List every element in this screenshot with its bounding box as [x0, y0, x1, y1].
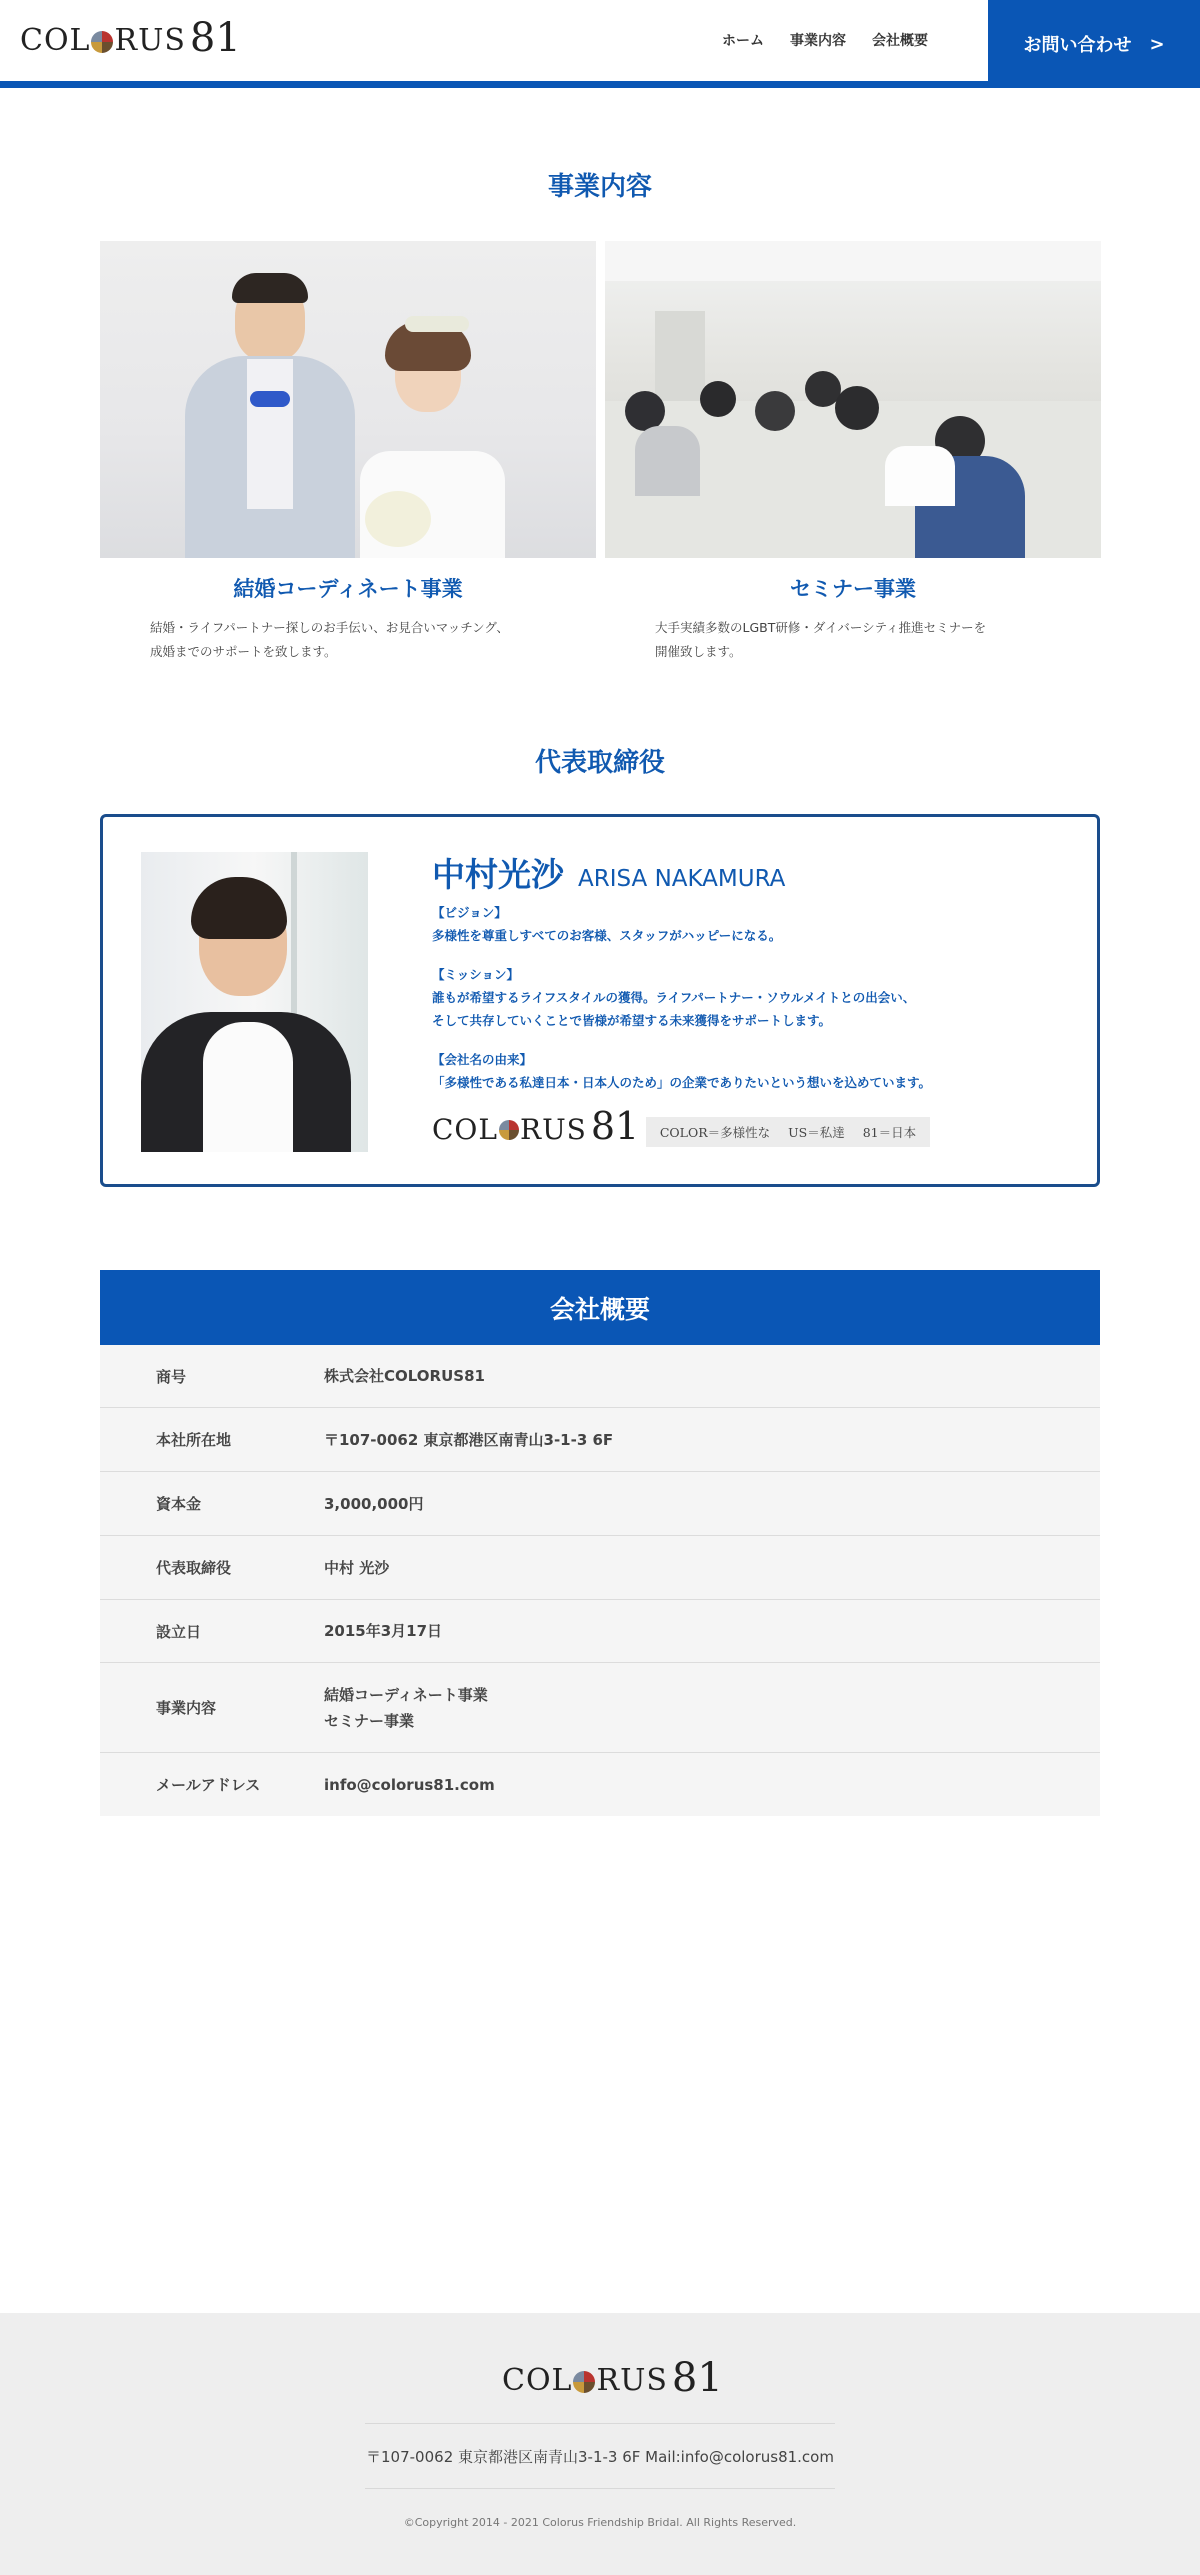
desc-line: 開催致します。: [655, 644, 742, 659]
footer-divider: [365, 2488, 835, 2489]
row-key: メールアドレス: [156, 1776, 261, 1794]
business-section-title: 事業内容: [547, 172, 652, 202]
row-value: 〒107-0062 東京都港区南青山3-1-3 6F: [324, 1430, 614, 1449]
row-key: 事業内容: [156, 1699, 217, 1717]
meaning-color: COLOR＝多様性な: [659, 1125, 771, 1140]
business-item-title-seminar: セミナー事業: [790, 577, 916, 601]
vision-text: 多様性を尊重しすべてのお客様、スタッフがハッピーになる。: [432, 928, 782, 943]
origin-text: 「多様性である私達日本・日本人のため」の企業でありたいという想いを込めています。: [432, 1075, 932, 1090]
row-value: info@colorus81.com: [324, 1775, 495, 1794]
colorus-logo-mark-icon: [573, 2371, 595, 2393]
meaning-81: 81＝日本: [862, 1125, 917, 1140]
colorus-logo-mark-icon: [91, 31, 113, 53]
ceo-name-en: ARISA NAKAMURA: [578, 866, 786, 892]
ceo-name: [432, 849, 785, 896]
business-item-title-wedding: 結婚コーディネート事業: [233, 577, 463, 601]
contact-button[interactable]: [988, 0, 1200, 88]
business-item-desc-wedding: [150, 616, 570, 664]
logo-word-right: RUS: [519, 1113, 587, 1146]
desc-line: 結婚・ライフパートナー探しのお手伝い、お見合いマッチング、: [150, 620, 509, 635]
ceo-vision: [432, 901, 1072, 947]
logo-word-right: RUS: [114, 23, 186, 58]
mission-heading: 【ミッション】: [432, 967, 520, 982]
company-name-meaning-badge: [646, 1117, 930, 1147]
company-overview-table: [100, 1345, 1100, 1816]
logo-word-left: COL: [20, 23, 91, 58]
ceo-name-jp: 中村光沙: [432, 855, 564, 894]
table-row: [100, 1408, 1100, 1472]
ceo-origin: [432, 1048, 1072, 1094]
logo-number: 81: [590, 1104, 640, 1148]
logo-word-right: RUS: [596, 2363, 668, 2398]
footer-copyright: ©Copyright 2014 - 2021 Colorus Friendship Bridal. All Rights Reserved.: [403, 2516, 797, 2529]
row-key: 商号: [156, 1367, 187, 1386]
row-value: 3,000,000円: [324, 1494, 424, 1513]
logo-number: 81: [189, 15, 241, 61]
footer-logo[interactable]: [502, 2355, 723, 2401]
business-item-desc-seminar: [655, 616, 1075, 664]
row-key: 設立日: [156, 1622, 202, 1641]
ceo-card: [100, 814, 1100, 1187]
logo-word-left: COL: [502, 2363, 573, 2398]
mission-text: 誰もが希望するライフスタイルの獲得。ライフパートナー・ソウルメイトとの出会い、: [432, 990, 916, 1005]
site-header: [0, 0, 1200, 88]
row-key: 本社所在地: [156, 1431, 232, 1449]
row-value-line: セミナー事業: [324, 1711, 415, 1730]
table-row: [100, 1600, 1100, 1663]
site-logo[interactable]: [20, 15, 241, 61]
meaning-us: US＝私達: [788, 1125, 845, 1140]
vision-heading: 【ビジョン】: [432, 905, 507, 920]
desc-line: 成婚までのサポートを致します。: [150, 644, 337, 659]
row-key: 資本金: [156, 1495, 202, 1513]
row-value: 2015年3月17日: [324, 1622, 443, 1640]
row-value: [324, 1682, 1100, 1734]
chevron-right-icon: >: [1149, 33, 1165, 55]
footer-divider: [365, 2423, 835, 2424]
ceo-mission: [432, 963, 1072, 1032]
site-footer: [0, 2313, 1200, 2575]
row-value: 中村 光沙: [324, 1558, 390, 1577]
nav-link-business[interactable]: 事業内容: [790, 33, 846, 49]
ceo-card-logo: [432, 1104, 640, 1148]
row-value: 株式会社COLORUS81: [324, 1367, 485, 1385]
table-row: [100, 1753, 1100, 1816]
ceo-section-title: 代表取締役: [534, 748, 665, 778]
footer-address: 〒107-0062 東京都港区南青山3-1-3 6F Mail:info@colorus81.com: [366, 2448, 834, 2466]
wedding-couple-image: [100, 241, 596, 558]
table-row: [100, 1472, 1100, 1536]
company-overview-title: 会社概要: [100, 1270, 1100, 1345]
logo-word-left: COL: [432, 1113, 498, 1146]
table-row: [100, 1536, 1100, 1600]
table-row: [100, 1663, 1100, 1753]
origin-heading: 【会社名の由来】: [432, 1052, 533, 1067]
table-row: [100, 1345, 1100, 1408]
row-key: 代表取締役: [156, 1559, 232, 1577]
seminar-room-image: [605, 241, 1101, 558]
desc-line: 大手実績多数のLGBT研修・ダイバーシティ推進セミナーを: [655, 620, 987, 635]
logo-number: 81: [671, 2355, 723, 2401]
row-value-line: 結婚コーディネート事業: [324, 1685, 488, 1704]
nav-link-home[interactable]: ホーム: [722, 33, 764, 49]
contact-button-label: お問い合わせ: [1023, 35, 1132, 56]
nav-link-company[interactable]: 会社概要: [872, 33, 928, 49]
ceo-photo: [141, 852, 368, 1152]
main-nav: [722, 30, 928, 50]
mission-text: そして共存していくことで皆様が希望する未来獲得をサポートします。: [432, 1013, 832, 1028]
colorus-logo-mark-icon: [499, 1120, 519, 1140]
